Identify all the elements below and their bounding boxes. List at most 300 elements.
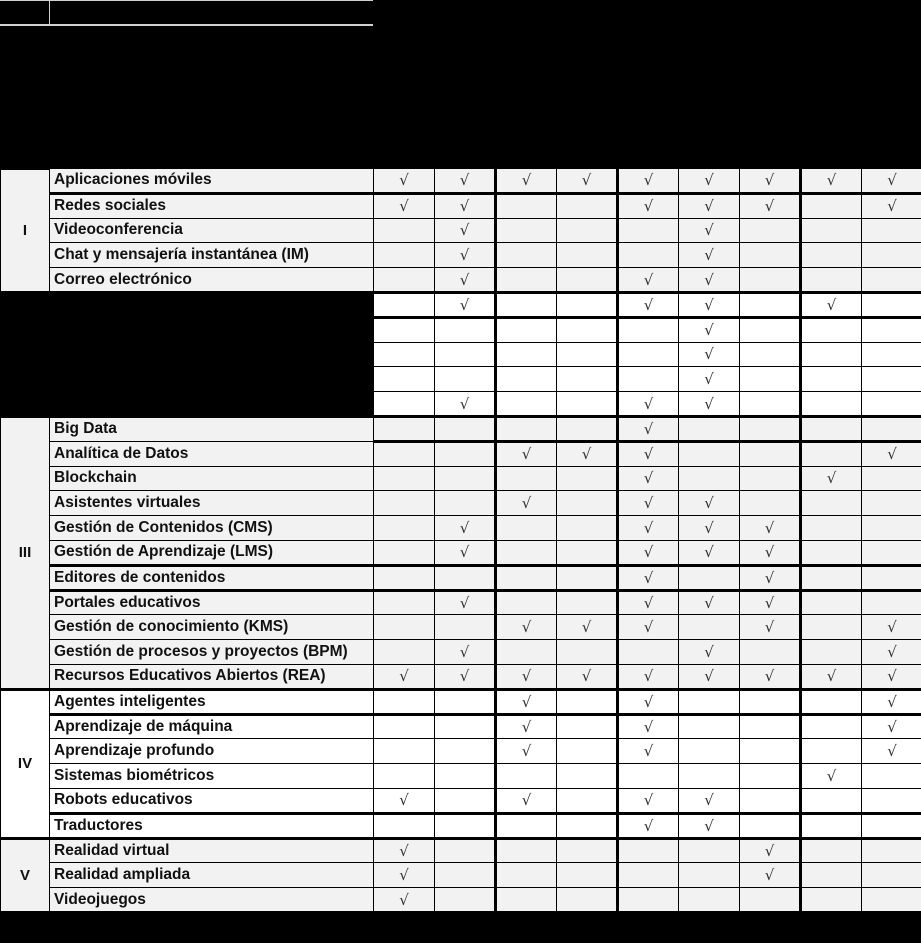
check-mark-icon: √ — [618, 441, 679, 466]
check-mark-icon: √ — [679, 317, 740, 342]
empty-cell — [862, 491, 921, 516]
empty-cell — [862, 565, 921, 590]
check-mark-icon: √ — [618, 466, 679, 491]
check-mark-icon: √ — [679, 590, 740, 615]
check-mark-icon: √ — [618, 813, 679, 838]
empty-cell — [557, 565, 618, 590]
matrix-body — [1, 169, 921, 913]
header-rule — [0, 24, 373, 26]
empty-cell — [435, 466, 496, 491]
check-mark-icon: √ — [679, 268, 740, 293]
empty-cell — [618, 764, 679, 789]
empty-cell — [618, 838, 679, 863]
empty-cell — [496, 838, 557, 863]
check-mark-icon: √ — [679, 243, 740, 268]
check-mark-icon: √ — [679, 540, 740, 565]
empty-cell — [496, 416, 557, 441]
empty-cell — [496, 466, 557, 491]
check-mark-icon: √ — [801, 169, 862, 194]
empty-cell — [618, 640, 679, 665]
table-row — [1, 540, 921, 565]
empty-cell — [679, 689, 740, 714]
empty-cell — [435, 342, 496, 367]
row-label: Realidad ampliada — [50, 863, 374, 888]
empty-cell — [801, 243, 862, 268]
row-label: Gestión de procesos y proyectos (BPM) — [50, 640, 374, 665]
empty-cell — [679, 888, 740, 913]
empty-cell — [374, 640, 435, 665]
empty-cell — [496, 292, 557, 317]
empty-cell — [557, 193, 618, 218]
empty-cell — [496, 268, 557, 293]
check-mark-icon: √ — [740, 169, 801, 194]
row-label — [50, 392, 374, 417]
empty-cell — [435, 367, 496, 392]
row-label: Aplicaciones móviles — [50, 169, 374, 194]
empty-cell — [374, 243, 435, 268]
table-row — [1, 193, 921, 218]
row-label: Robots educativos — [50, 788, 374, 813]
empty-cell — [557, 416, 618, 441]
empty-cell — [557, 764, 618, 789]
empty-cell — [801, 590, 862, 615]
row-label: Gestión de Contenidos (CMS) — [50, 516, 374, 541]
empty-cell — [496, 590, 557, 615]
row-label: Editores de contenidos — [50, 565, 374, 590]
check-mark-icon: √ — [435, 540, 496, 565]
row-label: Analítica de Datos — [50, 441, 374, 466]
empty-cell — [801, 516, 862, 541]
empty-cell — [496, 565, 557, 590]
empty-cell — [862, 268, 921, 293]
empty-cell — [557, 342, 618, 367]
check-mark-icon: √ — [679, 169, 740, 194]
empty-cell — [557, 788, 618, 813]
check-mark-icon: √ — [740, 565, 801, 590]
empty-cell — [801, 342, 862, 367]
check-mark-icon: √ — [496, 739, 557, 764]
empty-cell — [862, 342, 921, 367]
empty-cell — [801, 392, 862, 417]
empty-cell — [557, 739, 618, 764]
empty-cell — [740, 342, 801, 367]
check-mark-icon: √ — [618, 788, 679, 813]
row-label: Traductores — [50, 813, 374, 838]
check-mark-icon: √ — [618, 714, 679, 739]
section-id: IV — [1, 689, 50, 838]
row-label: Gestión de conocimiento (KMS) — [50, 615, 374, 640]
empty-cell — [496, 813, 557, 838]
check-mark-icon: √ — [435, 590, 496, 615]
empty-cell — [740, 218, 801, 243]
empty-cell — [740, 888, 801, 913]
empty-cell — [374, 466, 435, 491]
check-mark-icon: √ — [496, 788, 557, 813]
check-mark-icon: √ — [496, 714, 557, 739]
check-mark-icon: √ — [496, 664, 557, 689]
empty-cell — [374, 516, 435, 541]
table-row — [1, 317, 921, 342]
check-mark-icon: √ — [679, 392, 740, 417]
empty-cell — [862, 466, 921, 491]
check-mark-icon: √ — [557, 169, 618, 194]
empty-cell — [435, 441, 496, 466]
empty-cell — [557, 292, 618, 317]
empty-cell — [374, 689, 435, 714]
check-mark-icon: √ — [740, 863, 801, 888]
empty-cell — [740, 788, 801, 813]
empty-cell — [374, 416, 435, 441]
empty-cell — [801, 689, 862, 714]
table-row — [1, 590, 921, 615]
empty-cell — [801, 218, 862, 243]
table-row — [1, 367, 921, 392]
check-mark-icon: √ — [801, 764, 862, 789]
check-mark-icon: √ — [679, 516, 740, 541]
check-mark-icon: √ — [862, 640, 921, 665]
check-mark-icon: √ — [618, 590, 679, 615]
empty-cell — [557, 392, 618, 417]
check-mark-icon: √ — [435, 292, 496, 317]
empty-cell — [374, 714, 435, 739]
empty-cell — [435, 317, 496, 342]
check-mark-icon: √ — [679, 640, 740, 665]
check-mark-icon: √ — [862, 169, 921, 194]
check-mark-icon: √ — [557, 615, 618, 640]
empty-cell — [557, 367, 618, 392]
table-row — [1, 243, 921, 268]
check-mark-icon: √ — [862, 441, 921, 466]
check-mark-icon: √ — [618, 416, 679, 441]
empty-cell — [740, 416, 801, 441]
check-mark-icon: √ — [435, 664, 496, 689]
empty-cell — [374, 565, 435, 590]
empty-cell — [374, 491, 435, 516]
check-mark-icon: √ — [618, 565, 679, 590]
empty-cell — [557, 714, 618, 739]
empty-cell — [435, 813, 496, 838]
empty-cell — [862, 516, 921, 541]
section-id: I — [1, 169, 50, 293]
empty-cell — [496, 218, 557, 243]
empty-cell — [801, 838, 862, 863]
check-mark-icon: √ — [862, 193, 921, 218]
check-mark-icon: √ — [679, 292, 740, 317]
check-mark-icon: √ — [374, 838, 435, 863]
check-mark-icon: √ — [496, 169, 557, 194]
row-label: Agentes inteligentes — [50, 689, 374, 714]
empty-cell — [740, 441, 801, 466]
check-mark-icon: √ — [435, 218, 496, 243]
empty-cell — [679, 739, 740, 764]
row-label: Redes sociales — [50, 193, 374, 218]
check-mark-icon: √ — [374, 193, 435, 218]
empty-cell — [679, 863, 740, 888]
check-mark-icon: √ — [801, 466, 862, 491]
empty-cell — [801, 739, 862, 764]
check-mark-icon: √ — [618, 516, 679, 541]
check-mark-icon: √ — [862, 714, 921, 739]
empty-cell — [496, 888, 557, 913]
check-mark-icon: √ — [618, 739, 679, 764]
table-row — [1, 739, 921, 764]
empty-cell — [557, 466, 618, 491]
check-mark-icon: √ — [679, 664, 740, 689]
empty-cell — [801, 367, 862, 392]
table-row — [1, 565, 921, 590]
table-row — [1, 788, 921, 813]
empty-cell — [435, 739, 496, 764]
table-row — [1, 268, 921, 293]
check-mark-icon: √ — [435, 268, 496, 293]
empty-cell — [557, 516, 618, 541]
row-label: Big Data — [50, 416, 374, 441]
empty-cell — [374, 268, 435, 293]
empty-cell — [374, 764, 435, 789]
check-mark-icon: √ — [862, 689, 921, 714]
empty-cell — [374, 392, 435, 417]
check-mark-icon: √ — [496, 441, 557, 466]
row-label: Gestión de Aprendizaje (LMS) — [50, 540, 374, 565]
empty-cell — [496, 367, 557, 392]
check-mark-icon: √ — [618, 292, 679, 317]
empty-cell — [679, 466, 740, 491]
empty-cell — [496, 640, 557, 665]
empty-cell — [496, 342, 557, 367]
empty-cell — [374, 367, 435, 392]
empty-cell — [740, 317, 801, 342]
check-mark-icon: √ — [679, 788, 740, 813]
empty-cell — [801, 714, 862, 739]
section-id: V — [1, 838, 50, 912]
empty-cell — [862, 367, 921, 392]
empty-cell — [801, 565, 862, 590]
check-mark-icon: √ — [740, 516, 801, 541]
empty-cell — [801, 813, 862, 838]
empty-cell — [435, 714, 496, 739]
table-row — [1, 764, 921, 789]
table-row — [1, 615, 921, 640]
check-mark-icon: √ — [862, 664, 921, 689]
row-label: Chat y mensajería instantánea (IM) — [50, 243, 374, 268]
empty-cell — [557, 838, 618, 863]
empty-cell — [740, 714, 801, 739]
empty-cell — [862, 218, 921, 243]
empty-cell — [618, 863, 679, 888]
table-row — [1, 664, 921, 689]
check-mark-icon: √ — [679, 367, 740, 392]
empty-cell — [496, 193, 557, 218]
empty-cell — [801, 317, 862, 342]
empty-cell — [801, 441, 862, 466]
table-row — [1, 689, 921, 714]
empty-cell — [679, 565, 740, 590]
empty-cell — [496, 764, 557, 789]
empty-cell — [557, 888, 618, 913]
empty-cell — [740, 466, 801, 491]
empty-cell — [740, 392, 801, 417]
check-mark-icon: √ — [374, 664, 435, 689]
check-mark-icon: √ — [496, 689, 557, 714]
row-label — [50, 317, 374, 342]
check-mark-icon: √ — [618, 664, 679, 689]
empty-cell — [801, 416, 862, 441]
empty-cell — [801, 540, 862, 565]
empty-cell — [618, 218, 679, 243]
check-mark-icon: √ — [679, 218, 740, 243]
empty-cell — [374, 441, 435, 466]
empty-cell — [557, 689, 618, 714]
empty-cell — [862, 416, 921, 441]
row-label — [50, 292, 374, 317]
check-mark-icon: √ — [862, 615, 921, 640]
empty-cell — [557, 317, 618, 342]
empty-cell — [557, 590, 618, 615]
empty-cell — [496, 516, 557, 541]
check-mark-icon: √ — [740, 615, 801, 640]
empty-cell — [496, 243, 557, 268]
check-mark-icon: √ — [496, 491, 557, 516]
check-mark-icon: √ — [862, 739, 921, 764]
empty-cell — [435, 565, 496, 590]
table-row — [1, 169, 921, 194]
check-mark-icon: √ — [801, 292, 862, 317]
check-mark-icon: √ — [557, 441, 618, 466]
empty-cell — [801, 788, 862, 813]
check-mark-icon: √ — [618, 268, 679, 293]
check-mark-icon: √ — [679, 342, 740, 367]
empty-cell — [801, 640, 862, 665]
empty-cell — [801, 491, 862, 516]
row-label: Realidad virtual — [50, 838, 374, 863]
row-label — [50, 367, 374, 392]
empty-cell — [862, 888, 921, 913]
empty-cell — [435, 788, 496, 813]
empty-cell — [862, 813, 921, 838]
empty-cell — [435, 888, 496, 913]
header-divider — [49, 0, 50, 25]
empty-cell — [557, 268, 618, 293]
empty-cell — [740, 764, 801, 789]
empty-cell — [374, 218, 435, 243]
empty-cell — [557, 863, 618, 888]
empty-cell — [435, 764, 496, 789]
table-row — [1, 292, 921, 317]
empty-cell — [801, 863, 862, 888]
table-row — [1, 813, 921, 838]
empty-cell — [740, 292, 801, 317]
check-mark-icon: √ — [618, 392, 679, 417]
empty-cell — [557, 813, 618, 838]
check-mark-icon: √ — [679, 491, 740, 516]
check-mark-icon: √ — [435, 193, 496, 218]
empty-cell — [618, 317, 679, 342]
row-label: Recursos Educativos Abiertos (REA) — [50, 664, 374, 689]
table-row — [1, 863, 921, 888]
table-row — [1, 838, 921, 863]
empty-cell — [496, 317, 557, 342]
check-mark-icon: √ — [740, 540, 801, 565]
check-mark-icon: √ — [679, 193, 740, 218]
check-mark-icon: √ — [374, 169, 435, 194]
check-mark-icon: √ — [618, 491, 679, 516]
empty-cell — [557, 640, 618, 665]
section-id — [1, 292, 50, 416]
row-label: Sistemas biométricos — [50, 764, 374, 789]
empty-cell — [374, 813, 435, 838]
empty-cell — [679, 615, 740, 640]
empty-cell — [862, 392, 921, 417]
check-mark-icon: √ — [374, 863, 435, 888]
check-mark-icon: √ — [740, 664, 801, 689]
empty-cell — [435, 615, 496, 640]
empty-cell — [374, 739, 435, 764]
table-row — [1, 218, 921, 243]
empty-cell — [374, 615, 435, 640]
row-label: Videoconferencia — [50, 218, 374, 243]
empty-cell — [557, 540, 618, 565]
empty-cell — [374, 540, 435, 565]
empty-cell — [801, 268, 862, 293]
check-mark-icon: √ — [374, 788, 435, 813]
redacted-header — [0, 0, 921, 167]
empty-cell — [557, 491, 618, 516]
empty-cell — [679, 441, 740, 466]
empty-cell — [496, 863, 557, 888]
table-row — [1, 466, 921, 491]
empty-cell — [862, 540, 921, 565]
empty-cell — [740, 491, 801, 516]
empty-cell — [435, 863, 496, 888]
table-row — [1, 342, 921, 367]
check-mark-icon: √ — [374, 888, 435, 913]
section-id: III — [1, 416, 50, 689]
row-label: Asistentes virtuales — [50, 491, 374, 516]
check-mark-icon: √ — [618, 615, 679, 640]
empty-cell — [862, 317, 921, 342]
empty-cell — [862, 838, 921, 863]
empty-cell — [374, 342, 435, 367]
empty-cell — [618, 367, 679, 392]
check-mark-icon: √ — [801, 664, 862, 689]
empty-cell — [801, 193, 862, 218]
empty-cell — [862, 292, 921, 317]
empty-cell — [557, 243, 618, 268]
check-mark-icon: √ — [740, 838, 801, 863]
empty-cell — [374, 317, 435, 342]
empty-cell — [740, 243, 801, 268]
check-mark-icon: √ — [618, 193, 679, 218]
row-label: Aprendizaje de máquina — [50, 714, 374, 739]
empty-cell — [435, 491, 496, 516]
table-row — [1, 441, 921, 466]
empty-cell — [496, 540, 557, 565]
empty-cell — [496, 392, 557, 417]
empty-cell — [740, 813, 801, 838]
table-row — [1, 516, 921, 541]
empty-cell — [862, 788, 921, 813]
empty-cell — [679, 764, 740, 789]
check-mark-icon: √ — [679, 813, 740, 838]
table-row — [1, 888, 921, 913]
empty-cell — [618, 342, 679, 367]
header-rule — [0, 0, 373, 1]
row-label: Blockchain — [50, 466, 374, 491]
row-label: Aprendizaje profundo — [50, 739, 374, 764]
row-label: Correo electrónico — [50, 268, 374, 293]
table-row — [1, 416, 921, 441]
table-row — [1, 640, 921, 665]
